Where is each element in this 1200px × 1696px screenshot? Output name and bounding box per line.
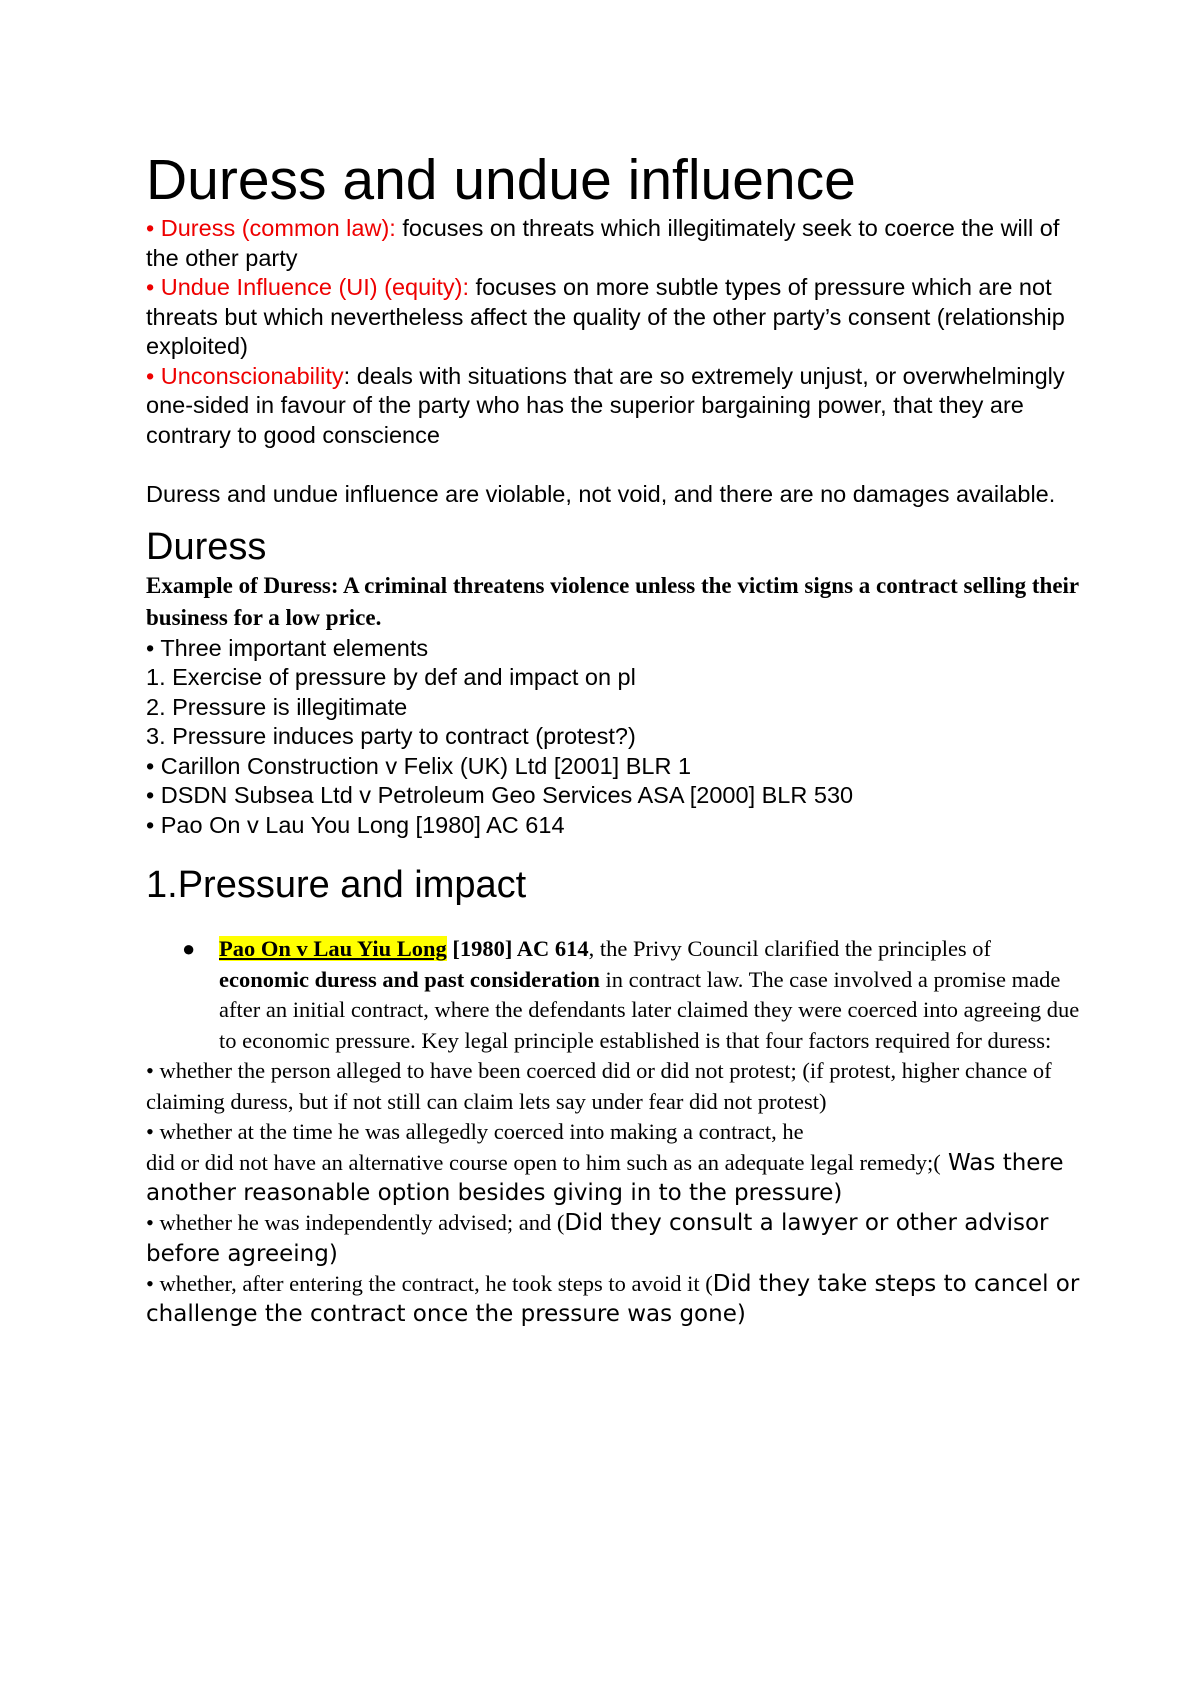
summary-paragraph: Duress and undue influence are violable, not void, and there are no damages available. bbox=[146, 481, 1056, 507]
factor-explanation: Did they consult a lawyer or other advisor before agreeing) bbox=[146, 1210, 1049, 1267]
list-item: 3. Pressure induces party to contract (protest?) bbox=[146, 723, 636, 749]
duress-list bbox=[146, 634, 1086, 841]
factor-alternative-line2 bbox=[146, 1148, 1086, 1209]
spacer bbox=[146, 450, 1086, 480]
factor-text: • whether, after entering the contract, he took steps to avoid it ( bbox=[146, 1270, 713, 1296]
case-citation: [1980] AC 614 bbox=[446, 936, 589, 961]
factors-section bbox=[146, 1056, 1086, 1329]
case-bold-text: economic duress and past consideration bbox=[219, 966, 600, 992]
factor-text: • whether he was independently advised; and ( bbox=[146, 1210, 565, 1235]
intro-text: focuses on more subtle types of pressure which are not threats but which nevertheless affect the quality of the other party’s consent (relationship exploited) bbox=[146, 274, 1065, 359]
factor-explanation: Did they take steps to cancel or challenge the contract once the pressure was gone) bbox=[146, 1270, 1080, 1327]
list-item: 2. Pressure is illegitimate bbox=[146, 693, 408, 720]
factor-alternative-line1: • whether at the time he was allegedly coerced into making a contract, he bbox=[146, 1119, 804, 1144]
intro-label: • Undue Influence (UI) (equity): bbox=[146, 274, 470, 300]
duress-example: Example of Duress: A criminal threatens violence unless the victim signs a contract selling their business for a low price. bbox=[146, 572, 1079, 630]
list-item: 1. Exercise of pressure by def and impact on pl bbox=[146, 664, 636, 690]
list-item: • DSDN Subsea Ltd v Petroleum Geo Services ASA [2000] BLR 530 bbox=[146, 782, 854, 808]
factor-advised bbox=[146, 1208, 1086, 1269]
factor-avoid bbox=[146, 1269, 1086, 1330]
list-item: • Carillon Construction v Felix (UK) Ltd [2001] BLR 1 bbox=[146, 752, 692, 779]
intro-item-duress bbox=[146, 214, 1086, 273]
case-text: in contract law. The case involved a promise made after an initial contract, where the defendants later claimed they were coerced into agreeing due to economic pressure. Key legal principle established is that four factors required for duress: bbox=[219, 966, 1080, 1053]
intro-text: : deals with situations that are so extremely unjust, or overwhelmingly one-sided in favour of the party who has the superior bargaining power, that they are contrary to good conscience bbox=[146, 362, 1065, 448]
factor-text: did or did not have an alternative course open to him such as an adequate legal remedy;( bbox=[146, 1149, 941, 1175]
factor-explanation: Was there another reasonable option besides giving in to the pressure) bbox=[146, 1149, 1064, 1206]
bullet-dot-icon: ● bbox=[182, 936, 196, 961]
intro-item-unconscionability bbox=[146, 362, 1086, 451]
case-name: Pao On v Lau Yiu Long bbox=[219, 936, 447, 961]
document-title: Duress and undue influence bbox=[146, 148, 856, 212]
intro-text: focuses on threats which illegitimately seek to coerce the will of the other party bbox=[146, 215, 1060, 271]
list-item: • Three important elements bbox=[146, 634, 429, 661]
pressure-heading: 1.Pressure and impact bbox=[146, 864, 527, 906]
duress-heading: Duress bbox=[146, 525, 267, 568]
list-item: • Pao On v Lau You Long [1980] AC 614 bbox=[146, 811, 565, 838]
intro-item-undue-influence bbox=[146, 273, 1086, 362]
intro-label: • Duress (common law): bbox=[146, 215, 396, 241]
factor-protest: • whether the person alleged to have been coerced did or did not protest; (if protest, higher chance of claiming duress, but if not still can claim lets say under fear did not protest) bbox=[146, 1058, 1052, 1114]
intro-label: • Unconscionability bbox=[146, 362, 344, 389]
case-bullet bbox=[146, 934, 1086, 1056]
case-text: , the Privy Council clarified the principles of bbox=[588, 936, 992, 961]
document-content bbox=[146, 146, 1086, 1329]
intro-section bbox=[146, 214, 1086, 510]
